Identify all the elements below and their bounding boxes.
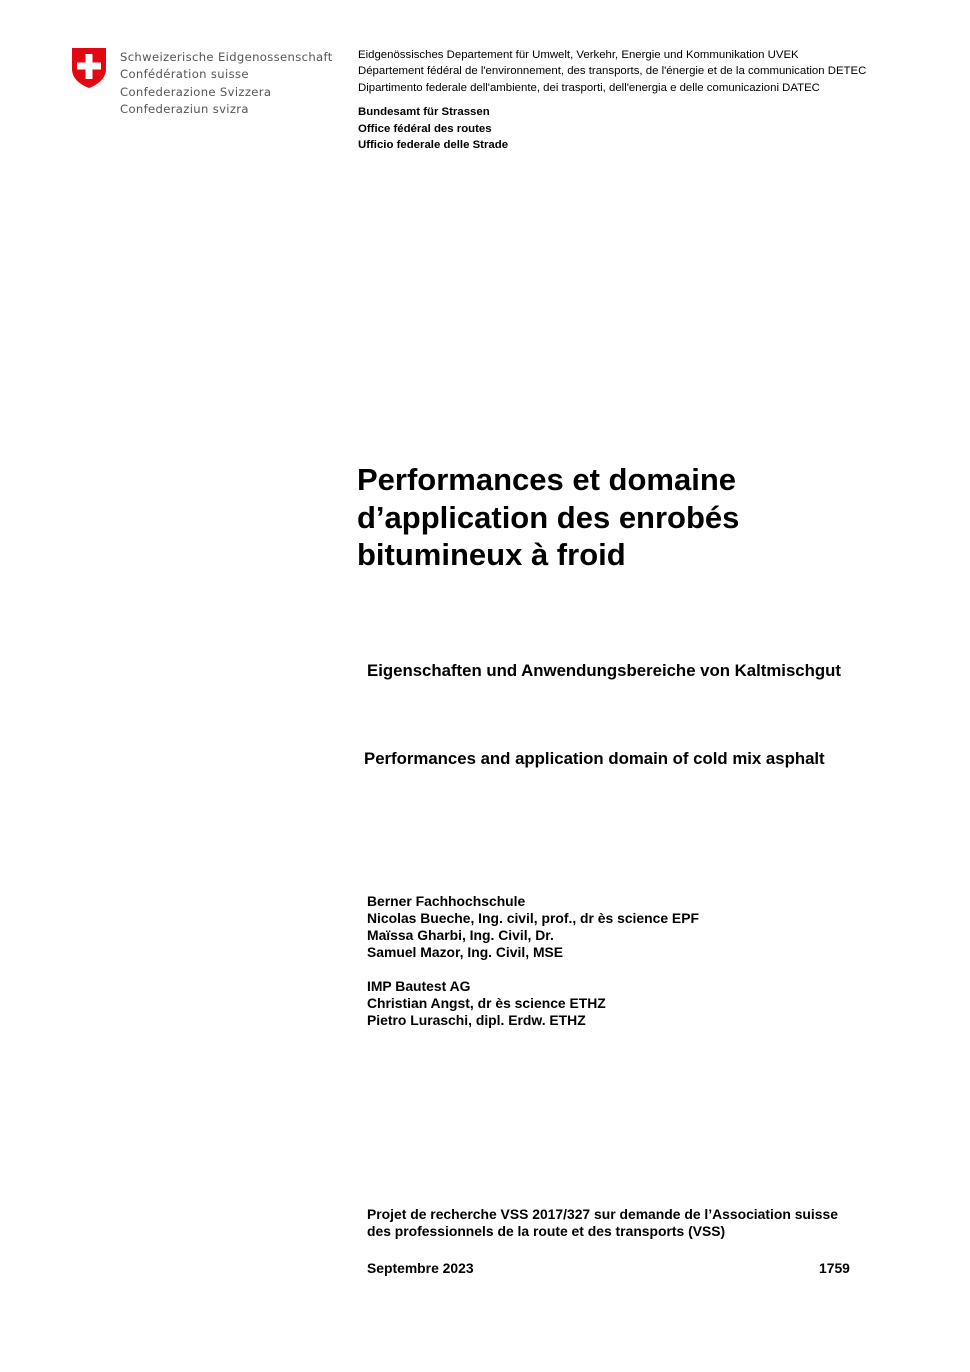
swiss-cross-shield-icon: [71, 47, 107, 89]
confederation-name-rm: Confederaziun svizra: [120, 102, 249, 117]
subtitle-german: Eigenschaften und Anwendungsbereiche von Kaltmischgut: [367, 661, 841, 680]
author-name: Pietro Luraschi, dipl. Erdw. ETHZ: [367, 1012, 586, 1028]
department-name-it: Dipartimento federale dell'ambiente, dei trasporti, dell'energia e delle comunicazioni DATEC: [358, 81, 820, 94]
project-line: des professionnels de la route et des transports (VSS): [367, 1223, 726, 1239]
title-line: d’application des enrobés: [357, 499, 740, 535]
title-line: bitumineux à froid: [357, 537, 626, 572]
confederation-name-it: Confederazione Svizzera: [120, 84, 272, 99]
confederation-names: [120, 49, 333, 119]
publication-date: Septembre 2023: [367, 1260, 474, 1276]
office-name-de: Bundesamt für Strassen: [358, 106, 490, 118]
department-names: [358, 47, 866, 96]
project-line: Projet de recherche VSS 2017/327 sur demande de l’Association suisse: [367, 1206, 838, 1222]
author-name: Samuel Mazor, Ing. Civil, MSE: [367, 944, 564, 960]
author-institution: Berner Fachhochschule: [367, 893, 526, 909]
department-name-fr: Département fédéral de l'environnement, des transports, de l'énergie et de la communication DETEC: [358, 65, 867, 78]
office-name-it: Ufficio federale delle Strade: [358, 139, 509, 152]
report-title: [357, 461, 917, 574]
title-line: Performances et domaine: [357, 462, 737, 497]
author-group: [367, 893, 699, 961]
report-number: 1759: [819, 1260, 850, 1276]
author-name: Maïssa Gharbi, Ing. Civil, Dr.: [367, 927, 554, 943]
author-institution: IMP Bautest AG: [367, 978, 471, 994]
office-names: [358, 104, 508, 154]
confederation-name-de: Schweizerische Eidgenossenschaft: [120, 50, 333, 64]
author-name: Nicolas Bueche, Ing. civil, prof., dr ès science EPF: [367, 910, 699, 926]
author-group: [367, 978, 606, 1029]
cross-horizontal: [77, 63, 101, 70]
confederation-name-fr: Confédération suisse: [120, 67, 249, 82]
author-name: Christian Angst, dr ès science ETHZ: [367, 995, 606, 1011]
subtitle-english: Performances and application domain of cold mix asphalt: [364, 749, 825, 768]
project-description: [367, 1206, 838, 1240]
office-name-fr: Office fédéral des routes: [358, 122, 492, 135]
department-name-de: Eidgenössisches Departement für Umwelt, Verkehr, Energie und Kommunikation UVEK: [358, 49, 799, 61]
